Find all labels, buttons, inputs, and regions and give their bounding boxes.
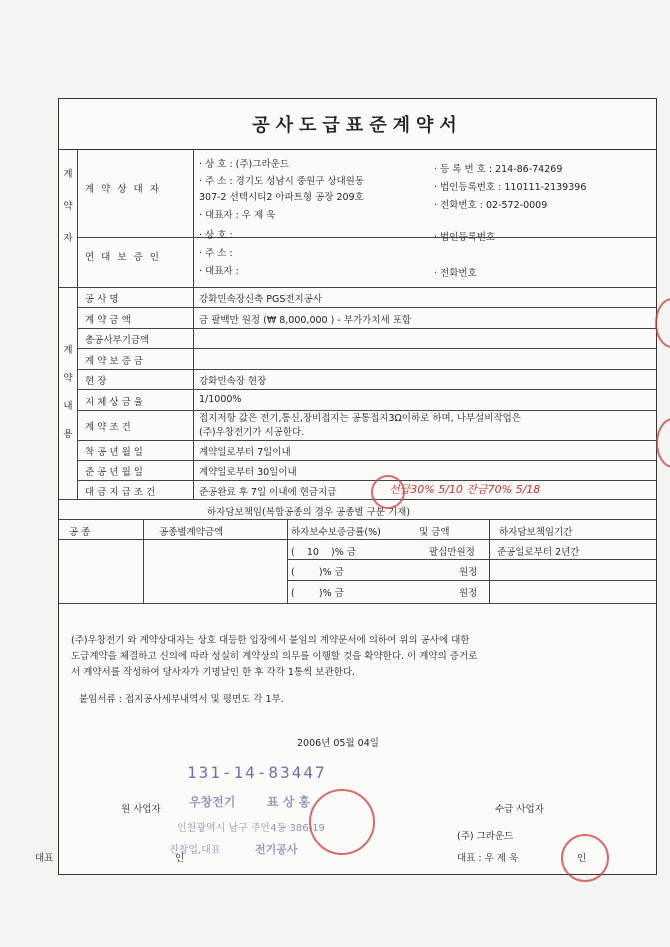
warranty-r3-won: 원정	[459, 588, 478, 599]
contractor-in: 인	[175, 853, 185, 864]
receiver-label: 수급 사업자	[495, 804, 544, 815]
row-value-amount: 금 팔백만 원정 (₩ 8,000,000 ) - 부가가치세 포함	[199, 315, 412, 326]
row-value-penalty: 1/1000%	[199, 394, 242, 405]
warranty-col-amount: 공종별계약금액	[159, 527, 224, 538]
row-label-total: 총공사부기금액	[85, 335, 150, 346]
contractor-label: 원 사업자	[121, 804, 161, 815]
warranty-col-period: 하자담보책임기간	[499, 527, 573, 538]
company-seal-stamp	[309, 789, 375, 855]
party-rep: · 대표자 : 우 제 욱	[199, 210, 276, 221]
party-corp-no: · 법인등록번호 : 110111-2139396	[434, 182, 587, 193]
receiver-rep: 대표 : 우 제 욱	[457, 853, 519, 864]
row-value-payment: 준공완료 후 7일 이내에 현금지급	[199, 487, 337, 498]
guarantor-corp-no: · 법인등록번호	[434, 232, 496, 243]
row-label-deposit: 계 약 보 증 금	[85, 356, 143, 367]
party-address-2: 307-2 선텍시티2 아파트형 공장 209호	[199, 192, 364, 203]
party-address: · 주 소 : 경기도 성남시 중원구 상대원동	[199, 176, 365, 187]
contractor-name: 우창전기	[189, 795, 236, 809]
guarantor-rep: · 대표자 :	[199, 266, 239, 277]
contractor-seal-2: 전기공사	[255, 843, 298, 856]
row-label-name: 공 사 명	[85, 294, 119, 305]
row-label-penalty: 지 체 상 금 율	[85, 397, 143, 408]
contractor-address: 인천광역시 남구 주안4동 386-19	[177, 823, 325, 834]
guarantor-tel: · 전화번호	[434, 268, 477, 279]
row-label-site: 현 장	[85, 376, 107, 387]
warranty-col-sum: 및 금액	[419, 527, 450, 538]
handwritten-payment-note: 선급30% 5/10 잔금70% 5/18	[389, 483, 541, 496]
row-value-name: 강화민속장신축 PGS전지공사	[199, 294, 323, 305]
party-tel: · 전화번호 : 02-572-0009	[434, 200, 548, 211]
section-label-party: 계약자	[63, 169, 73, 244]
row-value-end: 계약일로부터 30일이내	[199, 467, 297, 478]
receiver-in: 인	[577, 853, 587, 864]
contract-party-label: 계약상대자	[85, 184, 166, 195]
warranty-col-rate: 하자보수보증금률(%)	[291, 527, 381, 538]
contractor-rep-label: 대표	[35, 853, 54, 864]
warranty-r1-period: 준공일로부터 2년간	[497, 547, 580, 558]
warranty-r2: ( )% 금	[291, 567, 344, 578]
party-reg-no: · 등 록 번 호 : 214-86-74269	[434, 164, 563, 175]
contractor-signature: 진창업,대표	[169, 845, 221, 856]
guarantor-label: 연대보증인	[85, 252, 166, 263]
row-label-amount: 계 약 금 액	[85, 315, 131, 326]
statement-line-1: (주)우창전기 와 계약상대자는 상호 대등한 입장에서 붙임의 계약문서에 의하여 위의 공사에 대한	[71, 635, 470, 646]
guarantor-address: · 주 소 :	[199, 248, 233, 259]
party-company: · 상 호 : (주)그라운드	[199, 159, 289, 170]
registration-stamp-number: 131-14-83447	[187, 763, 327, 782]
attachment-note: 붙임서류 : 접지공사세부내역서 및 평면도 각 1부.	[79, 694, 284, 705]
edge-seal-stamp-2	[656, 418, 670, 468]
row-label-end: 준 공 년 월 일	[85, 467, 143, 478]
row-value-start: 계약일로부터 7일이내	[199, 447, 291, 458]
contract-date: 2006년 05월 04일	[297, 738, 379, 749]
row-value-conditions: 접지저항 값은 전기,통신,장비접지는 공통접지3Ω이하로 하며, 나부설비작업은 (주)우창전기가 시공한다.	[199, 413, 521, 438]
statement-line-3: 서 계약서를 작성하여 당사자가 기명날인 한 후 각각 1통씩 보관한다.	[71, 667, 356, 678]
payment-seal-stamp	[371, 475, 405, 509]
warranty-r1-amount: 팔십만원정	[429, 547, 475, 558]
row-label-start: 착 공 년 월 일	[85, 447, 143, 458]
contract-sheet	[35, 98, 657, 875]
row-value-site: 강화민속장 현장	[199, 376, 267, 387]
receiver-name: (주) 그라운드	[457, 831, 514, 842]
statement-line-2: 도급계약을 체결하고 신의에 따라 성실히 계약상의 의무를 이행할 것을 확약한다. 이 계약의 증거로	[71, 651, 478, 662]
contractor-rep-stamp: 표 상 홍	[267, 795, 311, 809]
warranty-col-type: 공 종	[69, 527, 91, 538]
edge-seal-stamp-1	[655, 298, 670, 348]
warranty-r3: ( )% 금	[291, 588, 344, 599]
warranty-r2-won: 원정	[459, 567, 478, 578]
warranty-r1: ( 10 )% 금	[291, 547, 356, 558]
receiver-seal-stamp	[561, 834, 609, 882]
document-title: 공사도급표준계약서	[59, 99, 656, 150]
row-label-conditions: 계 약 조 건	[85, 422, 131, 433]
section-label-contents: 계약내용	[63, 345, 73, 440]
row-label-payment: 대 금 지 급 조 건	[85, 487, 156, 498]
warranty-header: 하자담보책임(복합공종의 경우 공종별 구분 기재)	[207, 507, 411, 518]
guarantor-company: · 상 호 :	[199, 230, 233, 241]
